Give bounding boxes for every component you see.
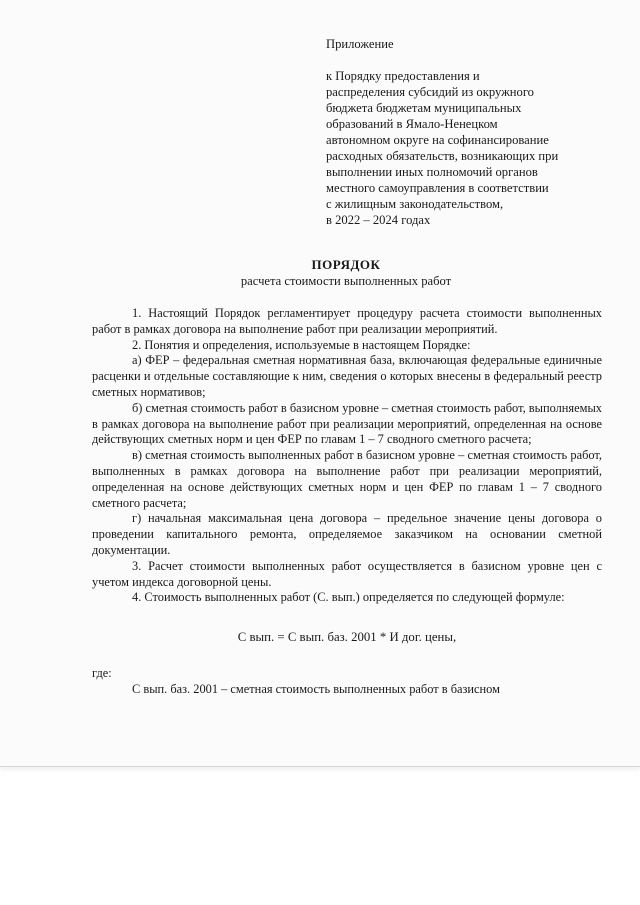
formula-explanation: С вып. баз. 2001 – сметная стоимость выполненных работ в базисном: [132, 681, 500, 696]
document-body: [92, 306, 602, 698]
annex-line: расходных обязательств, возникающих при: [326, 149, 559, 163]
annex-title: Приложение: [326, 37, 394, 51]
annex-line: автономном округе на софинансирование: [326, 133, 549, 147]
document-heading: [90, 256, 602, 289]
cost-formula: С вып. = С вып. баз. 2001 * И дог. цены,: [237, 630, 457, 645]
annex-line: к Порядку предоставления и: [326, 69, 480, 83]
paragraph-2: 2. Понятия и определения, используемые в настоящем Порядке:: [132, 337, 471, 352]
annex-line: бюджета бюджетам муниципальных: [326, 101, 522, 115]
annex-line: в 2022 – 2024 годах: [326, 213, 431, 227]
definition-v: в) сметная стоимость выполненных работ в базисном уровне – сметная стоимость работ, выполненных в рамках договора на выполнение работ при реализации мероприятий, определенная на основе действующих сметных норм и цен ФЕР по главам 1 – 7 сводного сметного расчета;: [92, 448, 602, 510]
document-subtitle: расчета стоимости выполненных работ: [240, 274, 452, 288]
annex-line: с жилищным законодательством,: [326, 197, 504, 211]
annex-line: образований в Ямало-Ненецком: [326, 117, 498, 131]
where-label: где:: [92, 665, 112, 680]
definition-a: а) ФЕР – федеральная сметная нормативная база, включающая федеральные единичные расценки и отдельные составляющие к ним, сведения о которых внесены в федеральный реестр сметных нормативов;: [92, 353, 602, 399]
annex-line: местного самоуправления в соответствии: [326, 181, 549, 195]
paragraph-1: 1. Настоящий Порядок регламентирует процедуру расчета стоимости выполненных работ в рамках договора на выполнение работ при реализации мероприятий.: [92, 306, 602, 336]
annex-block: [326, 36, 616, 228]
paragraph-3: 3. Расчет стоимости выполненных работ осуществляется в базисном уровне цен с учетом индекса договорной цены.: [92, 558, 602, 589]
annex-line: выполнении иных полномочий органов: [326, 165, 538, 179]
paragraph-4: 4. Стоимость выполненных работ (С. вып.) определяется по следующей формуле:: [132, 590, 565, 605]
annex-line: распределения субсидий из окружного: [326, 85, 534, 99]
definition-g: г) начальная максимальная цена договора – предельное значение цены договора о проведении капитального ремонта, определяемое заказчиком на основании сметной документации.: [92, 511, 602, 557]
document-title: ПОРЯДОК: [311, 257, 381, 272]
definition-b: б) сметная стоимость работ в базисном уровне – сметная стоимость работ, выполняемых в рамках договора на выполнение работ при реализации мероприятий, определенная на основе действующих сметных норм и цен ФЕР по главам 1 – 7 сводного сметного расчета;: [92, 400, 602, 447]
